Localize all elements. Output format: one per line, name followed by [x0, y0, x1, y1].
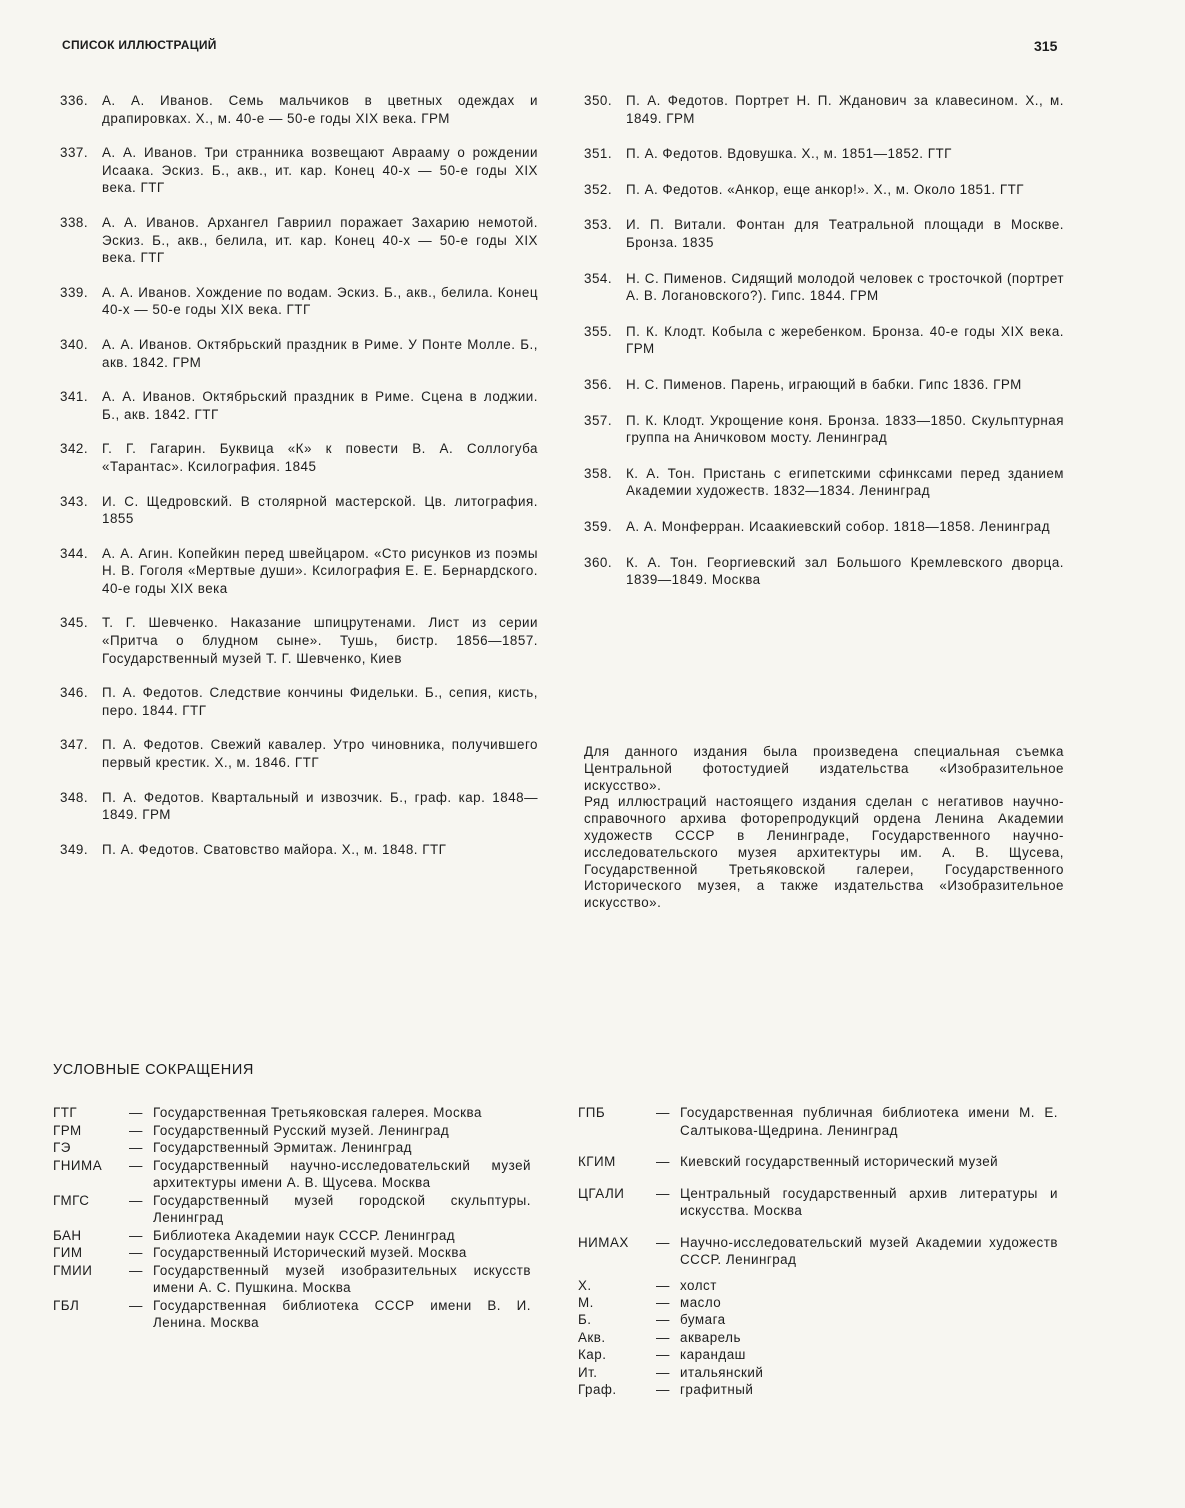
abbreviation-key: КГИМ [578, 1154, 616, 1169]
list-item [60, 614, 538, 667]
abbreviation-key: ЦГАЛИ [578, 1185, 625, 1201]
list-item [60, 545, 538, 598]
item-number: 351. [584, 146, 613, 162]
abbreviation-key: ГНИМА [53, 1157, 103, 1173]
abbreviation-row [578, 1277, 1058, 1294]
item-text: П. А. Федотов. Сватовство майора. Х., м. 1848. ГТГ [102, 841, 447, 857]
list-item [60, 684, 538, 719]
abbreviation-key: ГМИИ [53, 1262, 93, 1278]
abbreviation-definition: графитный [680, 1381, 754, 1397]
item-number: 338. [60, 214, 89, 230]
item-number: 347. [60, 737, 89, 753]
item-number: 358. [584, 465, 613, 481]
illustrations-list-left [60, 92, 538, 858]
item-number: 341. [60, 389, 89, 405]
item-text: П. А. Федотов. Следствие кончины Фидельки. Б., сепия, кисть, перо. 1844. ГТГ [102, 685, 538, 718]
abbreviation-dash: — [656, 1234, 670, 1250]
item-number: 356. [584, 376, 613, 392]
item-number: 343. [60, 493, 89, 509]
list-item [60, 841, 538, 859]
item-text: А. А. Иванов. Октябрьский праздник в Риме. Сцена в лоджии. Б., акв. 1842. ГТГ [102, 389, 538, 422]
abbreviation-definition: Библиотека Академии наук СССР. Ленинград [153, 1227, 456, 1243]
item-text: П. К. Клодт. Кобыла с жеребенком. Бронза. 40-е годы XIX века. ГРМ [626, 323, 1064, 357]
abbreviation-definition: бумага [680, 1312, 726, 1328]
abbreviation-key: ГБЛ [53, 1297, 80, 1313]
abbreviation-dash: — [129, 1227, 143, 1243]
abbreviation-dash: — [656, 1277, 670, 1293]
abbreviation-key: ГТГ [53, 1105, 78, 1120]
item-text: А. А. Иванов. Октябрьский праздник в Риме. У Понте Молле. Б., акв. 1842. ГРМ [102, 336, 538, 370]
abbreviation-row [578, 1364, 1058, 1381]
list-item [584, 181, 1064, 199]
list-item [60, 336, 538, 371]
list-item [584, 465, 1064, 500]
abbreviation-key: М. [578, 1294, 594, 1310]
abbreviation-dash: — [656, 1294, 670, 1310]
abbreviation-dash: — [129, 1140, 143, 1155]
abbreviation-row [53, 1262, 531, 1297]
list-item [584, 376, 1064, 394]
item-text: К. А. Тон. Пристань с египетскими сфинксами перед зданием Академии художеств. 1832—1834. Ленинград [626, 465, 1064, 499]
abbreviation-dash: — [656, 1347, 670, 1363]
abbreviation-definition: Научно-исследовательский музей Академии художеств СССР. Ленинград [680, 1234, 1058, 1267]
item-text: А. А. Иванов. Три странника возвещают Аврааму о рождении Исаака. Эскиз. Б., акв., ит. кар. Конец 40-х — 50-е годы XIX века. ГТГ [102, 145, 538, 196]
item-number: 337. [60, 145, 89, 161]
list-item [60, 92, 538, 127]
abbreviation-dash: — [656, 1381, 670, 1397]
item-number: 349. [60, 841, 89, 857]
abbreviation-key: Ит. [578, 1364, 598, 1380]
list-item [584, 145, 1064, 163]
illustrations-list-right [584, 92, 1064, 589]
abbreviation-definition: Государственный Исторический музей. Москва [153, 1245, 467, 1260]
abbreviation-row [578, 1346, 1058, 1363]
abbreviation-dash: — [656, 1364, 670, 1380]
item-text: Н. С. Пименов. Парень, играющий в бабки. Гипс 1836. ГРМ [626, 376, 1022, 392]
item-number: 359. [584, 518, 613, 534]
list-item [584, 92, 1064, 127]
abbreviation-key: НИМАХ [578, 1234, 629, 1250]
item-text: А. А. Иванов. Хождение по водам. Эскиз. Б., акв., белила. Конец 40-х — 50-е годы XIX века. ГТГ [102, 284, 538, 318]
note-paragraph: Ряд иллюстраций настоящего издания сделан с негативов научно-справочного архива фоторепродукций ордена Ленина Академии художеств СССР в Ленинграде, Государственного научно-исследовательского музея архитектуры им. А. В. Щусева, Государственной Третьяковской галереи, Государственного Исторического музея, а также издательства «Изобразительное искусство». [584, 794, 1064, 911]
abbreviation-dash: — [129, 1157, 143, 1173]
abbreviation-dash: — [129, 1122, 143, 1138]
abbreviation-row [578, 1234, 1058, 1269]
item-text: Т. Г. Шевченко. Наказание шпицрутенами. Лист из серии «Притча о блудном сыне». Тушь, бистр. 1856—1857. Государственный музей Т. Г. Шевченко, Киев [102, 615, 538, 666]
item-number: 348. [60, 789, 89, 805]
list-item [584, 518, 1064, 536]
item-text: П. А. Федотов. «Анкор, еще анкор!». Х., м. Около 1851. ГТГ [626, 181, 1025, 197]
abbreviation-row [53, 1139, 531, 1157]
abbreviation-definition: Центральный государственный архив литературы и искусства. Москва [680, 1185, 1058, 1218]
abbreviation-key: ГПБ [578, 1105, 606, 1120]
abbreviation-dash: — [129, 1262, 143, 1278]
abbreviation-dash: — [129, 1297, 143, 1313]
item-number: 350. [584, 93, 613, 108]
list-item [60, 214, 538, 267]
item-text: П. А. Федотов. Портрет Н. П. Жданович за клавесином. Х., м. 1849. ГРМ [626, 93, 1064, 126]
item-text: И. С. Щедровский. В столярной мастерской. Цв. литография. 1855 [102, 493, 538, 527]
abbreviation-definition: Государственная библиотека СССР имени В. И. Ленина. Москва [153, 1297, 531, 1330]
abbreviation-key: ГЭ [53, 1140, 71, 1155]
photo-credits-note [584, 744, 1064, 912]
item-text: П. А. Федотов. Квартальный и извозчик. Б., граф. кар. 1848—1849. ГРМ [102, 789, 538, 823]
item-number: 344. [60, 545, 89, 561]
item-text: П. К. Клодт. Укрощение коня. Бронза. 1833—1850. Скульптурная группа на Аничковом мосту. Ленинград [626, 412, 1064, 446]
abbreviation-row [53, 1122, 531, 1140]
abbreviation-definition: Киевский государственный исторический музей [680, 1154, 999, 1169]
item-text: Г. Г. Гагарин. Буквица «К» к повести В. А. Соллогуба «Тарантас». Ксилография. 1845 [102, 441, 538, 474]
abbreviation-row [53, 1227, 531, 1245]
abbreviation-row [53, 1192, 531, 1227]
abbreviation-row [578, 1381, 1058, 1398]
abbreviation-row [578, 1185, 1058, 1220]
abbreviation-definition: акварель [680, 1329, 741, 1345]
list-item [60, 789, 538, 824]
item-text: П. А. Федотов. Свежий кавалер. Утро чиновника, получившего первый крестик. Х., м. 1846. ГТГ [102, 737, 538, 771]
list-item [60, 144, 538, 197]
abbreviation-definition: Государственный научно-исследовательский музей архитектуры имени А. В. Щусева. Москва [153, 1157, 531, 1190]
item-number: 339. [60, 284, 89, 300]
abbreviation-dash: — [656, 1105, 670, 1120]
item-text: А. А. Монферран. Исаакиевский собор. 1818—1858. Ленинград [626, 518, 1051, 534]
running-title: СПИСОК ИЛЛЮСТРАЦИЙ [62, 38, 217, 52]
item-number: 340. [60, 336, 89, 352]
abbreviations-list-left [53, 1104, 531, 1332]
abbreviation-dash: — [656, 1185, 670, 1201]
abbreviation-key: ГИМ [53, 1245, 83, 1260]
item-number: 346. [60, 685, 89, 701]
item-text: И. П. Витали. Фонтан для Театральной площади в Москве. Бронза. 1835 [626, 217, 1064, 250]
abbreviation-row [53, 1244, 531, 1262]
item-text: Н. С. Пименов. Сидящий молодой человек с тросточкой (портрет А. В. Логановского?). Гипс. 1844. ГРМ [626, 270, 1064, 304]
abbreviation-key: Б. [578, 1312, 592, 1328]
abbreviation-key: ГРМ [53, 1122, 82, 1138]
abbreviation-dash: — [656, 1329, 670, 1345]
abbreviation-definition: Государственный Русский музей. Ленинград [153, 1122, 450, 1138]
item-text: П. А. Федотов. Вдовушка. Х., м. 1851—1852. ГТГ [626, 146, 952, 162]
abbreviation-key: ГМГС [53, 1192, 90, 1208]
abbreviation-key: Кар. [578, 1347, 607, 1363]
item-number: 345. [60, 615, 89, 631]
abbreviation-definition: итальянский [680, 1364, 764, 1380]
abbreviation-dash: — [129, 1105, 143, 1120]
item-text: К. А. Тон. Георгиевский зал Большого Кремлевского дворца. 1839—1849. Москва [626, 554, 1064, 588]
abbreviation-definition: Государственный музей городской скульптуры. Ленинград [153, 1192, 531, 1225]
abbreviation-row [578, 1329, 1058, 1346]
abbreviation-key: Граф. [578, 1381, 617, 1397]
item-text: А. А. Иванов. Архангел Гавриил поражает Захарию немотой. Эскиз. Б., акв., белила, ит. кар. Конец 40-х — 50-е годы XIX века. ГТГ [102, 214, 538, 266]
abbreviation-definition: масло [680, 1294, 722, 1310]
item-number: 355. [584, 323, 613, 339]
abbreviation-definition: Государственная Третьяковская галерея. Москва [153, 1105, 482, 1120]
list-item [584, 216, 1064, 251]
item-number: 342. [60, 441, 89, 457]
abbreviation-row [578, 1294, 1058, 1311]
abbreviation-key: Акв. [578, 1329, 606, 1345]
list-item [60, 440, 538, 475]
abbreviation-definition: карандаш [680, 1347, 746, 1363]
abbreviation-dash: — [129, 1245, 143, 1260]
item-number: 336. [60, 93, 89, 108]
list-item [584, 323, 1064, 358]
abbreviations-title: УСЛОВНЫЕ СОКРАЩЕНИЯ [53, 1062, 254, 1078]
item-number: 352. [584, 181, 613, 197]
abbreviation-key: Х. [578, 1277, 592, 1293]
abbreviation-definition: Государственный музей изобразительных искусств имени А. С. Пушкина. Москва [153, 1262, 531, 1295]
list-item [60, 736, 538, 771]
item-number: 354. [584, 270, 613, 286]
abbreviation-definition: Государственная публичная библиотека имени М. Е. Салтыкова-Щедрина. Ленинград [680, 1105, 1058, 1138]
item-text: А. А. Агин. Копейкин перед швейцаром. «Сто рисунков из поэмы Н. В. Гоголя «Мертвые души». Ксилография Е. Е. Бернардского. 40-е годы XIX века [102, 545, 538, 596]
abbreviation-dash: — [656, 1312, 670, 1328]
abbreviation-row [578, 1104, 1058, 1139]
abbreviation-dash: — [129, 1192, 143, 1208]
note-paragraph: Для данного издания была произведена специальная съемка Центральной фотостудией издательства «Изобразительное искусство». [584, 744, 1064, 793]
abbreviation-row [578, 1311, 1058, 1328]
list-item [60, 493, 538, 528]
list-item [584, 412, 1064, 447]
abbreviation-key: БАН [53, 1227, 82, 1243]
list-item [584, 554, 1064, 589]
list-item [60, 284, 538, 319]
abbreviation-row [53, 1104, 531, 1122]
abbreviation-row [53, 1297, 531, 1332]
item-number: 360. [584, 554, 613, 570]
list-item [584, 270, 1064, 305]
abbreviation-row [53, 1157, 531, 1192]
abbreviation-row [578, 1153, 1058, 1171]
item-text: А. А. Иванов. Семь мальчиков в цветных одеждах и драпировках. Х., м. 40-е — 50-е годы XIX века. ГРМ [102, 93, 538, 126]
abbreviations-list-right [578, 1104, 1058, 1398]
page-number: 315 [1034, 38, 1058, 54]
abbreviation-dash: — [656, 1154, 670, 1169]
item-number: 353. [584, 217, 613, 233]
item-number: 357. [584, 412, 613, 428]
abbreviation-definition: холст [680, 1277, 717, 1293]
list-item [60, 388, 538, 423]
abbreviation-definition: Государственный Эрмитаж. Ленинград [153, 1140, 412, 1155]
